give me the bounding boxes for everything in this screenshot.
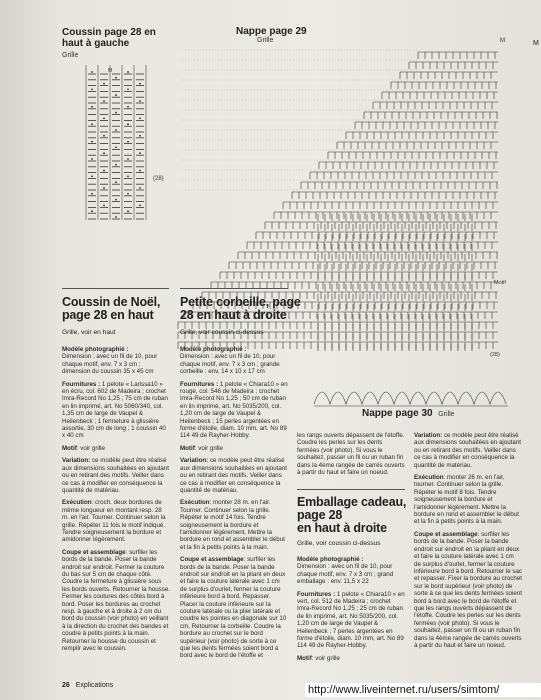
right-margin-marker: M bbox=[533, 40, 539, 47]
coussin-crochet-chart bbox=[58, 60, 164, 230]
coussin-side-marker: (28) bbox=[153, 176, 164, 182]
col3-title: Emballage cadeau, page 28 en haut à droite bbox=[297, 495, 407, 535]
nappe29-marker-m: M bbox=[500, 38, 505, 44]
col3-continuation: les rangs ouverts dépassent de l'étoffe. Coudre les perles sur les dents fermées (voir photo). Si vous le souhaitez, passer un fil ou un ruban fin dans la 4ème rangée de carrés ouverts à partir du haut et faire un noeud. bbox=[297, 432, 405, 477]
col3-rule bbox=[297, 489, 405, 490]
nappe30-subtitle: Grille bbox=[438, 411, 455, 418]
footer-section: Explications bbox=[75, 682, 114, 689]
col2-body: Modèle photographié : Dimension : avec un fil de 10, pour chaque motif, env. 7 x 3 cm ; grande corbeille : env. 14 x 10 x 17 cm Fournitures : 1 pelote « Chiara10 » en rouge, col. 546 de Madeira ; crochet Imra-Record No 1,25 ; 50 cm de ruban en lin imprimé, art. No 5035/200, col. 1,20 cm de large de Vaupel & Heilenbeck ; 15 perles argentées en forme d'étoile, diam. 10 mm, art. No 89 114 49 de Rayher-Hobby. Motif: voir grille Variation: ce modèle peut être réalisé aux dimensions souhaitées en ajoutant ou en retirant des motifs. Veiller dans ce cas à modifier en conséquence la quantité de matériau. Exécution: monter 28 m. en l'air. Tourner. Continuer selon la grille. Répéter le motif 14 fois. Tendre soigneusement la bordure et l'amidonner légèrement. Mettre la bordure en rond et assembler le début et la fin à petits points à la main. Coupe et assemblage: surfiler les bords de la bande. Poser la bande endroit sur endroit en la pliant en deux et faire la couture latérale avec 1 cm de surplus d'ourlet, fermer la couture inférieure bord à bord. Repasser. Placer la couture inférieure sur la couture latérale ou la plier latérale et coudre les pointes en diagonale sur 10 cm. Retourner la corbeille. Coudre la bordure au crochet sur le bord supérieur (voir photo) de sorte à ce que les dents fermées soient bord à bord avec le bord de l'étoffe et bbox=[180, 346, 288, 660]
nappe30-title: Nappe page 30 bbox=[362, 408, 433, 419]
col2-subtitle: Grille, voir coussin ci-dessus bbox=[180, 329, 264, 336]
page-number: 26 bbox=[62, 682, 70, 689]
nappe29-title: Nappe page 29 bbox=[236, 26, 307, 37]
nappe30-title-block bbox=[362, 408, 455, 419]
page-footer bbox=[62, 682, 113, 689]
col1-rule bbox=[62, 288, 169, 289]
coussin-chart-title: Coussin page 28 en haut à gauche bbox=[62, 27, 156, 49]
coussin-chart-subtitle: Grille bbox=[62, 52, 79, 59]
nappe29-marker-28: (28) bbox=[490, 352, 500, 358]
col1-body: Modèle photographié : Dimension : avec un fil de 10, pour chaque motif, env. 7 x 3 cm ; dimension du coussin 35 x 45 cm Fournitures : 1 pelote « Larissa10 » en écru, col. 602 de Madeira ; crochet Imra-Record No 1,25 ; 75 cm de ruban en lin imprimé, art. No 5060/340, col. 1,35 cm de large de Vaupel & Heilenbeck ; 1 fermeture à glissière assortie, 30 cm de long ; 1 coussin 40 x 40 cm Motif: voir grille Variation: ce modèle peut être réalisé aux dimensions souhaitées en ajoutant ou en retirant des motifs. Veiller dans ce cas à modifier en conséquence la quantité de matériau. Exécution: croch. deux bordures de même longueur en montant resp. 28 m. en l'air. Tourner. Continuer selon la grille. Répéter 11 fois le motif indiqué. Tendre soigneusement la bordure et amidonner légèrement. Coupe et assemblage: surfiler les bords de la bande. Poser la bande endroit sur endroit. Fermer la couture du bas sur 5 cm de chaque côté. Coudre la fermeture à glissière sous les bords ouverts. Retourner la housse. Fermer les coutures des côtés bord à bord. Poser les bordures au crochet resp. à gauche et à droite à 2 cm du bord du coussin (voir photo) en veillant à la direction du crochet des bandes et coudre à petits points à la main. Retourner la housse du coussin et remplir avec le coussin. bbox=[62, 346, 170, 653]
coussin-axis-m: M bbox=[108, 68, 113, 74]
col2-title: Petite corbeille, page 28 en haut à droite bbox=[180, 295, 301, 322]
nappe29-motif-label: Motif bbox=[494, 280, 506, 286]
col4-body: Variation: ce modèle peut être réalisé aux dimensions souhaitées en ajoutant ou en retirant des motifs. Veiller dans ce cas à modifier en conséquence la quantité de matériau. Exécution: monter 26 m. en l'air, tourner. Continuer selon la grille. Répéter le motif 8 fois. Tendre soigneusement la bordure et l'amidonner légèrement. Mettre la bordure en rond et assembler le début et la fin à petits points à la main. Coupe et assemblage: surfiler les bords de la bande. Poser la bande endroit sur endroit en la pliant en deux et faire la couture latérale avec 1 cm de surplus d'ourlet, fermer la couture inférieure bord à bord. Retourner le sac et repasser. Fixer la bordure au crochet sur le bord supérieur (voir photo) de sorte à ce que les dents fermées soient bord à bord avec le bord de l'étoffe et que les rangs ouverts dépassent de l'étoffe. Coudre les perles sur les dents fermées (voir photo). Si vous le souhaitez, passer un fil ou un ruban fin dans la 4ème rangée de carrés ouverts à partir du haut et faire un noeud. bbox=[414, 432, 522, 649]
col3-subtitle: Grille, voir coussin ci-dessus bbox=[297, 540, 381, 547]
watermark-url[interactable]: http://www.liveinternet.ru/users/simtom/ bbox=[308, 684, 500, 696]
col2-rule bbox=[180, 288, 288, 289]
col1-subtitle: Grille, voir en haut bbox=[62, 329, 116, 336]
col1-title: Coussin de Noël, page 28 en haut bbox=[62, 295, 161, 322]
nappe29-subtitle: Grille bbox=[257, 37, 274, 44]
col3-body: Modèle photographié : Dimension : avec un fil de 10, pour chaque motif, env. 7 x 3 cm ; grand emballage : env. 11,5 x 22 Fournitures : 1 pelote « Chiara10 » en vert, col. 512 de Madeira ; crochet Imra-Record No 1,25 ; 25 cm de ruban de lin imprimé, art. No 5035/200, col. 1,20 cm de large de Vaupel & Heilenbeck ; 7 perles argentées en forme d'étoile, diam. 10 mm, art. No 89 114 49 de Rayher-Hobby. Motif: voir grille bbox=[297, 556, 405, 662]
